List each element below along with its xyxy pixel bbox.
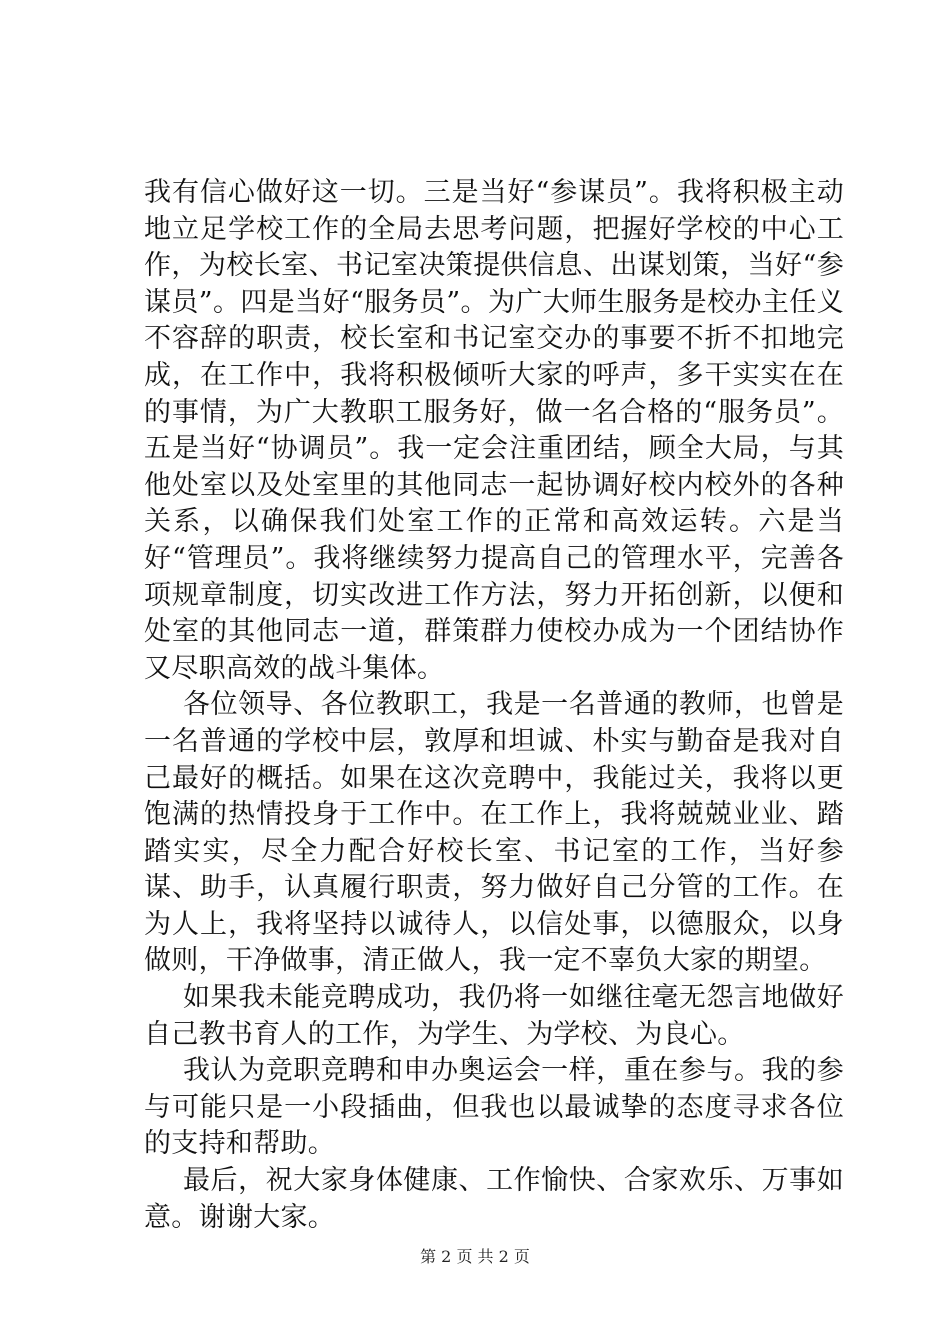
document-body	[144, 175, 844, 1236]
paragraph-3: 如果我未能竞聘成功，我仍将一如继往毫无怨言地做好自己教书育人的工作，为学生、为学校、为良心。	[144, 982, 844, 1050]
paragraph-4: 我认为竞职竞聘和申办奥运会一样，重在参与。我的参与可能只是一小段插曲，但我也以最诚挚的态度寻求各位的支持和帮助。	[144, 1055, 844, 1160]
paragraph-5: 最后，祝大家身体健康、工作愉快、合家欢乐、万事如意。谢谢大家。	[144, 1165, 844, 1233]
paragraph-1: 我有信心做好这一切。三是当好“参谋员”。我将积极主动地立足学校工作的全局去思考问题，把握好学校的中心工作，为校长室、书记室决策提供信息、出谋划策，当好“参谋员”。四是当好“服务员”。为广大师生服务是校办主任义不容辞的职责，校长室和书记室交办的事要不折不扣地完成，在工作中，我将积极倾听大家的呼声，多干实实在在的事情，为广大教职工服务好，做一名合格的“服务员”。五是当好“协调员”。我一定会注重团结，顾全大局，与其他处室以及处室里的其他同志一起协调好校内校外的各种关系，以确保我们处室工作的正常和高效运转。六是当好“管理员”。我将继续努力提高自己的管理水平，完善各项规章制度，切实改进工作方法，努力开拓创新，以便和处室的其他同志一道，群策群力使校办成为一个团结协作又尽职高效的战斗集体。	[144, 177, 844, 684]
paragraph-2: 各位领导、各位教职工，我是一名普通的教师，也曾是一名普通的学校中层，敦厚和坦诚、朴实与勤奋是我对自己最好的概括。如果在这次竞聘中，我能过关，我将以更饱满的热情投身于工作中。在工作上，我将兢兢业业、踏踏实实，尽全力配合好校长室、书记室的工作，当好参谋、助手，认真履行职责，努力做好自己分管的工作。在为人上，我将坚持以诚待人，以信处事，以德服众，以身做则，干净做事，清正做人，我一定不辜负大家的期望。	[144, 689, 844, 977]
page-footer: 第 2 页 共 2 页	[420, 1247, 530, 1266]
